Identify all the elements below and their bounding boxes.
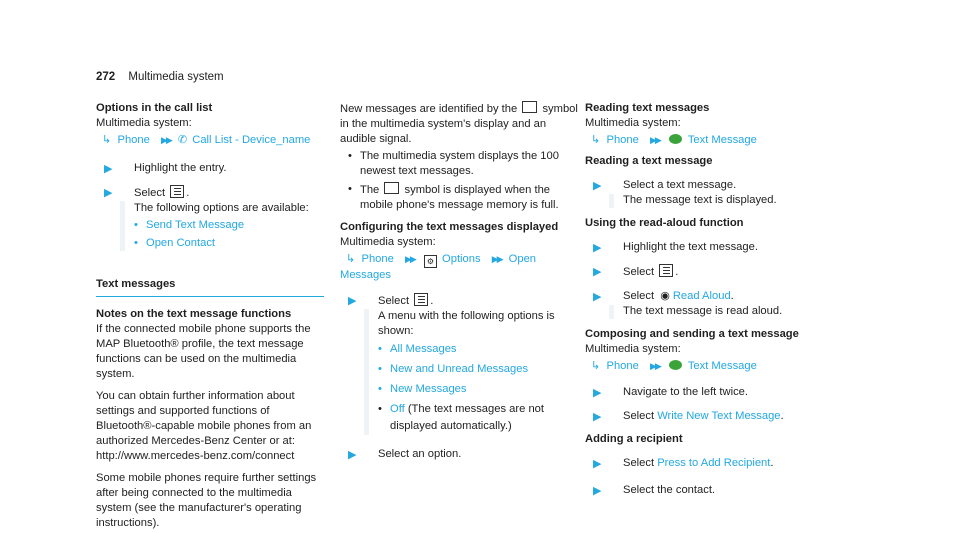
recipient-heading: Adding a recipient [585, 433, 683, 445]
option-new-and-unread[interactable]: • New and Unread Messages [378, 361, 580, 378]
settings-paragraph: Some mobile phones require further settings after being connected to the multimedia system (see the manufacturer's operating instructions). [96, 472, 317, 529]
step-bullet-icon: ▶ [593, 242, 602, 254]
option-off: • Off (The text messages are not displayed automatically.) [378, 401, 580, 435]
compose-heading: Composing and sending a text message [585, 328, 799, 340]
step-bullet-icon: ▶ [348, 295, 357, 307]
envelope-icon [522, 101, 537, 113]
new-messages-intro: New messages are identified by the symbol in the multimedia system's display and an audible signal. [340, 103, 578, 145]
read-aloud-icon: ◉ [660, 290, 670, 302]
system-label: Multimedia system: [96, 117, 192, 129]
nav-chevron-icon: ▶▶ [160, 135, 171, 145]
nav-chevron-icon: ▶▶ [404, 254, 415, 264]
column-1 [96, 101, 326, 531]
option-list [378, 341, 580, 435]
section-title: Text messages [96, 277, 324, 297]
nav-text-message[interactable]: Text Message [687, 134, 757, 146]
text-message-icon [669, 360, 682, 370]
call-list-heading: Options in the call list [96, 102, 213, 114]
write-new-link[interactable]: Write New Text Message [657, 410, 781, 422]
page-number: 272 [96, 71, 116, 83]
step-read-aloud: ▶ Select ◉ Read Aloud. The text message is read aloud. [593, 290, 783, 317]
system-label: Multimedia system: [585, 117, 681, 129]
bullet-memory-full: • The symbol is displayed when the mobile phone's message memory is full. [348, 182, 580, 213]
column-2 [340, 101, 580, 462]
step-bullet-icon: ▶ [593, 485, 602, 497]
step-write-new: ▶ Select Write New Text Message. [593, 410, 784, 423]
option-list [134, 218, 326, 251]
step-select-menu: ▶ Select . A menu with the following options is shown: • All Messages • New and Unread Messages • New Messages • Off (The text messages are not displayed automatically.) [340, 293, 580, 435]
step-bullet-icon: ▶ [593, 266, 602, 278]
info-paragraph: You can obtain further information about settings and supported functions of Bluetooth®-capable mobile phones from an authorized Mercedes-Benz Center or at: http://www.mercedes-benz.com/connect [96, 390, 312, 462]
page-header [96, 70, 224, 85]
options-icon: ⚙ [424, 255, 437, 268]
notes-text: If the connected mobile phone supports the MAP Bluetooth® profile, the text message functions can be used on the multimedia system. [96, 323, 311, 380]
nav-path [340, 252, 580, 283]
nav-phone[interactable]: Phone [606, 360, 639, 372]
menu-icon [414, 293, 428, 306]
reading-heading: Reading text messages [585, 102, 710, 114]
option-new-messages[interactable]: • New Messages [378, 381, 580, 398]
add-recipient-link[interactable]: Press to Add Recipient [657, 457, 771, 469]
step-select-menu: ▶ Select . [593, 266, 679, 278]
option-open-contact[interactable]: • Open Contact [134, 236, 326, 251]
menu-icon [170, 185, 184, 198]
nav-phone[interactable]: Phone [606, 134, 639, 146]
column-3 [585, 101, 835, 498]
text-message-icon [669, 134, 682, 144]
step-bullet-icon: ▶ [104, 163, 113, 175]
menu-icon [659, 264, 673, 277]
nav-arrow-icon: ↳ [346, 253, 356, 265]
nav-path [585, 133, 835, 148]
notes-heading: Notes on the text message functions [96, 308, 292, 320]
step-select-message: ▶ Select a text message. The message text is displayed. [593, 179, 777, 206]
reading-sub-heading: Reading a text message [585, 155, 713, 167]
step-highlight-message: ▶ Highlight the text message. [593, 241, 758, 254]
nav-chevron-icon: ▶▶ [649, 361, 660, 371]
nav-call-list[interactable]: Call List - Device_name [192, 134, 311, 146]
nav-open-messages[interactable]: Open Messages [340, 253, 537, 281]
read-aloud-link[interactable]: Read Aloud [672, 290, 731, 302]
step-bullet-icon: ▶ [593, 180, 602, 192]
step-bullet-icon: ▶ [104, 187, 113, 199]
step-select-option: ▶ Select an option. [348, 448, 462, 461]
bullet-newest: • The multimedia system displays the 100 newest text messages. [348, 149, 580, 179]
step-bullet-icon: ▶ [593, 411, 602, 423]
step-bullet-icon: ▶ [348, 449, 357, 461]
section-name: Multimedia system [128, 71, 224, 83]
step-highlight: ▶ Highlight the entry. [104, 162, 227, 175]
nav-phone[interactable]: Phone [361, 253, 394, 265]
step-bullet-icon: ▶ [593, 291, 602, 303]
nav-arrow-icon: ↳ [102, 134, 112, 146]
read-aloud-heading: Using the read-aloud function [585, 217, 744, 229]
step-bullet-icon: ▶ [593, 387, 602, 399]
nav-phone[interactable]: Phone [117, 134, 150, 146]
config-heading: Configuring the text messages displayed [340, 221, 559, 233]
nav-path [585, 359, 835, 374]
nav-options[interactable]: Options [442, 253, 481, 265]
step-bullet-icon: ▶ [593, 458, 602, 470]
memory-full-icon [384, 182, 399, 194]
system-label: Multimedia system: [340, 236, 436, 248]
phone-call-icon: ✆ [177, 134, 188, 146]
step-select-contact: ▶ Select the contact. [593, 484, 716, 497]
nav-arrow-icon: ↳ [591, 360, 601, 372]
nav-text-message[interactable]: Text Message [687, 360, 757, 372]
nav-chevron-icon: ▶▶ [491, 254, 502, 264]
nav-arrow-icon: ↳ [591, 134, 601, 146]
option-all-messages[interactable]: • All Messages [378, 341, 580, 358]
system-label: Multimedia system: [585, 343, 681, 355]
step-navigate-left: ▶ Navigate to the left twice. [593, 386, 748, 399]
nav-chevron-icon: ▶▶ [649, 135, 660, 145]
step-select: ▶ Select . The following options are available: • Send Text Message • Open Contact [96, 185, 326, 251]
step-add-recipient: ▶ Select Press to Add Recipient. [593, 457, 774, 470]
info-bullets [348, 149, 580, 213]
option-send-text-message[interactable]: • Send Text Message [134, 218, 326, 233]
nav-path [96, 133, 326, 148]
